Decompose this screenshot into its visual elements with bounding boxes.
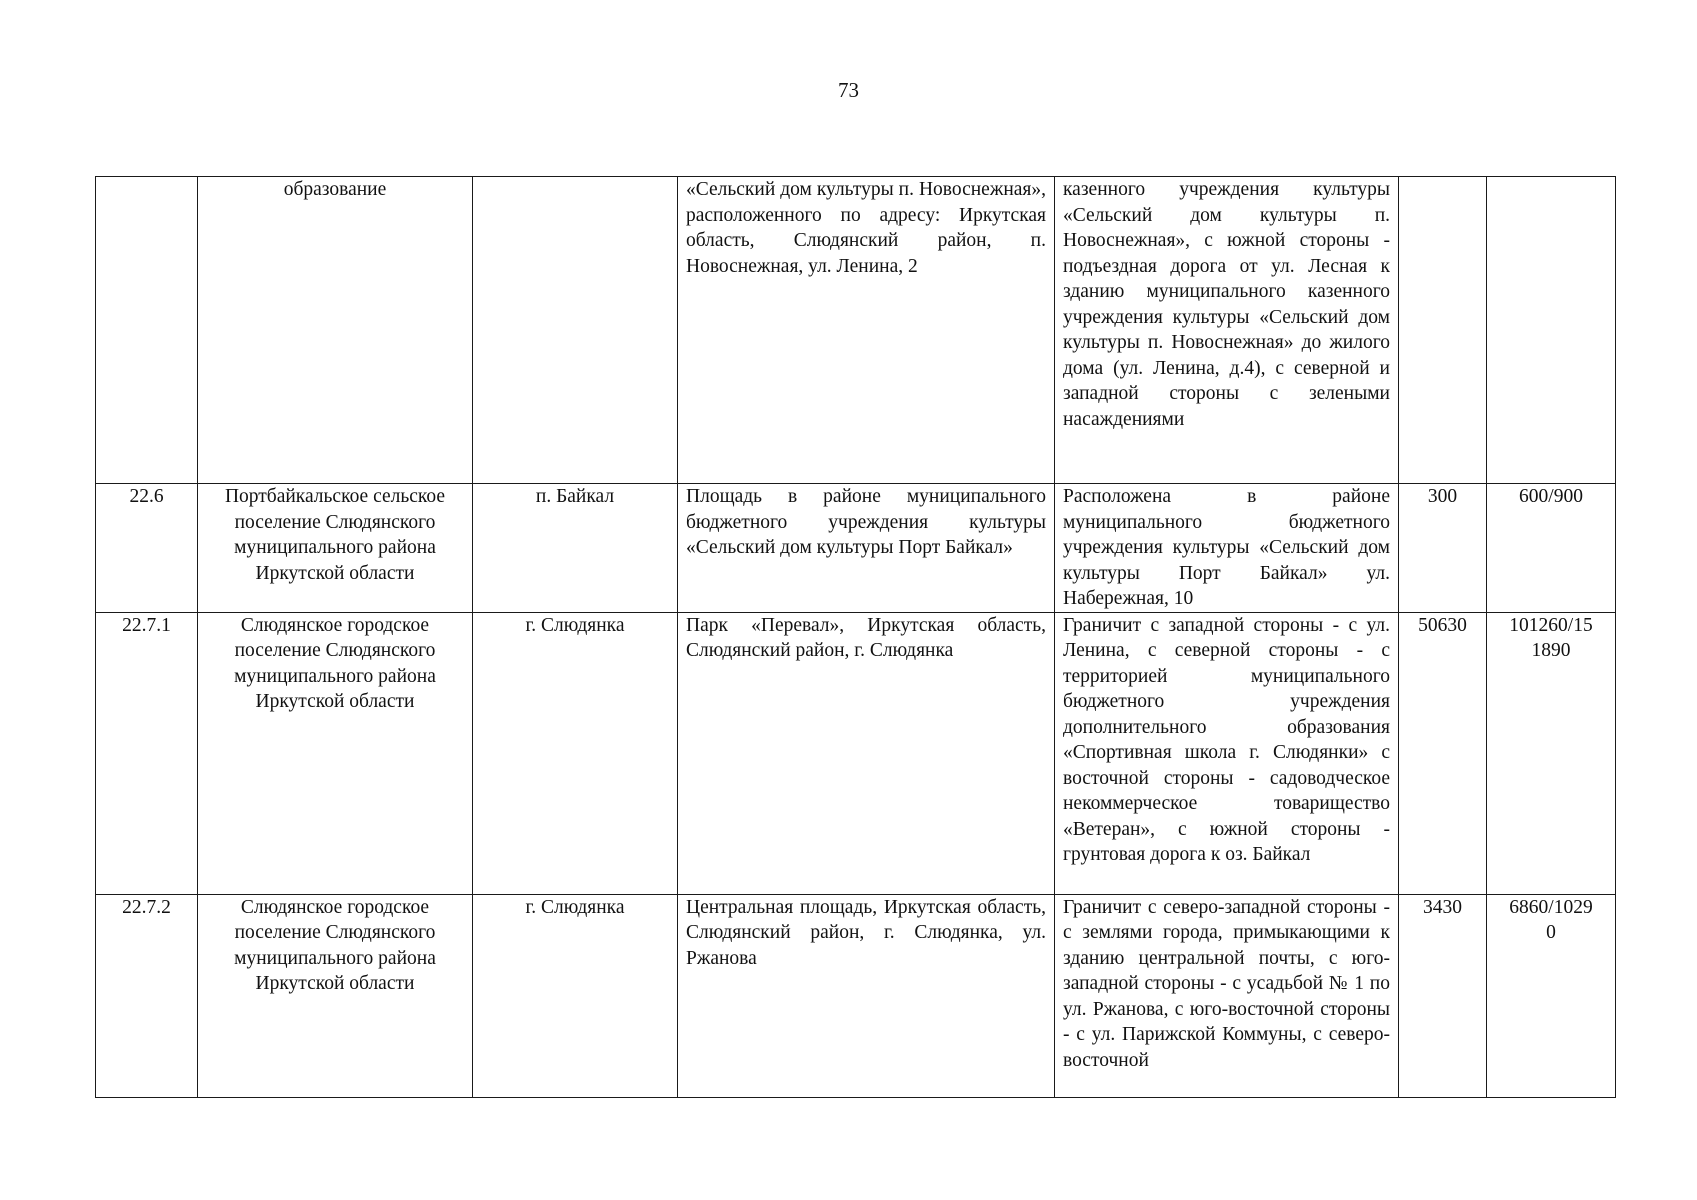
place-cell [678,612,1055,894]
settlement-name: г. Слюдянка [525,896,625,918]
row-number: 22.7.2 [122,896,171,918]
table-row [96,894,1616,1097]
table-row [96,484,1616,613]
row-number-cell [96,177,198,484]
municipality-name: Слюдянское городское поселение Слюдянского муниципального района Иркутской области [234,614,436,712]
place-description: Площадь в районе муниципального бюджетного учреждения культуры «Сельский дом культуры Порт Байкал» [686,486,1046,558]
municipality-cell [198,612,473,894]
borders-description: Граничит с западной стороны - с ул. Ленина, с северной стороны - с территорией муниципального бюджетного учреждения дополнительного образования «Спортивная школа г. Слюдянки» с восточной стороны - садоводческое некоммерческое товарищество «Ветеран», с южной стороны - грунтовая дорога к оз. Байкал [1063,614,1390,865]
capacity-cell [1487,484,1616,613]
municipality-cell [198,177,473,484]
borders-cell [1055,177,1399,484]
settlement-cell [473,894,678,1097]
place-description: «Сельский дом культуры п. Новоснежная», расположенного по адресу: Иркутская область, Слюдянский район, п. Новоснежная, ул. Ленина, 2 [686,179,1046,277]
places-table [95,176,1616,1098]
capacity-value: 6860/1029 0 [1509,896,1593,943]
borders-description: казенного учреждения культуры «Сельский дом культуры п. Новоснежная», с южной стороны - подъездная дорога от ул. Лесная к зданию муниципального казенного учреждения культуры «Сельский дом культуры п. Новоснежная» до жилого дома (ул. Ленина, д.4), с северной и западной стороны с зелеными насаждениями [1063,179,1390,430]
capacity-cell [1487,612,1616,894]
borders-description: Граничит с северо-западной стороны - с землями города, примыкающими к зданию центральной почты, с юго-западной стороны - с усадьбой № 1 по ул. Ржанова, с юго-восточной стороны - с ул. Парижской Коммуны, с северо-восточной [1063,896,1390,1071]
row-number-cell [96,894,198,1097]
municipality-cell [198,894,473,1097]
row-number: 22.7.1 [122,614,171,636]
area-cell [1399,612,1487,894]
borders-cell [1055,894,1399,1097]
capacity-cell [1487,894,1616,1097]
capacity-value: 101260/15 1890 [1509,614,1593,661]
area-cell [1399,484,1487,613]
area-cell [1399,894,1487,1097]
row-number-cell [96,484,198,613]
settlement-name: п. Байкал [535,486,615,507]
municipality-name: Портбайкальское сельское поселение Слюдянского муниципального района Иркутской области [224,486,446,584]
place-description: Парк «Перевал», Иркутская область, Слюдянский район, г. Слюдянка [686,614,1046,661]
municipality-name: Слюдянское городское поселение Слюдянского муниципального района Иркутской области [234,896,436,994]
place-cell [678,484,1055,613]
place-description: Центральная площадь, Иркутская область, Слюдянский район, г. Слюдянка, ул. Ржанова [686,896,1046,969]
settlement-cell [473,484,678,613]
row-number: 22.6 [129,486,164,507]
area-value: 3430 [1423,896,1462,918]
place-cell [678,894,1055,1097]
settlement-cell [473,177,678,484]
area-value: 300 [1427,486,1458,507]
settlement-name: г. Слюдянка [525,614,625,636]
borders-cell [1055,484,1399,613]
borders-cell [1055,612,1399,894]
place-cell [678,177,1055,484]
row-number-cell [96,612,198,894]
table-row [96,177,1616,484]
capacity-value: 600/900 [1519,486,1583,507]
page-number: 73 [838,78,859,102]
municipality-name: образование [283,179,387,200]
area-value: 50630 [1418,614,1467,636]
borders-description: Расположена в районе муниципального бюджетного учреждения культуры «Сельский дом культуры Порт Байкал» ул. Набережная, 10 [1063,486,1390,609]
capacity-cell [1487,177,1616,484]
table-row [96,612,1616,894]
municipality-cell [198,484,473,613]
settlement-cell [473,612,678,894]
area-cell [1399,177,1487,484]
